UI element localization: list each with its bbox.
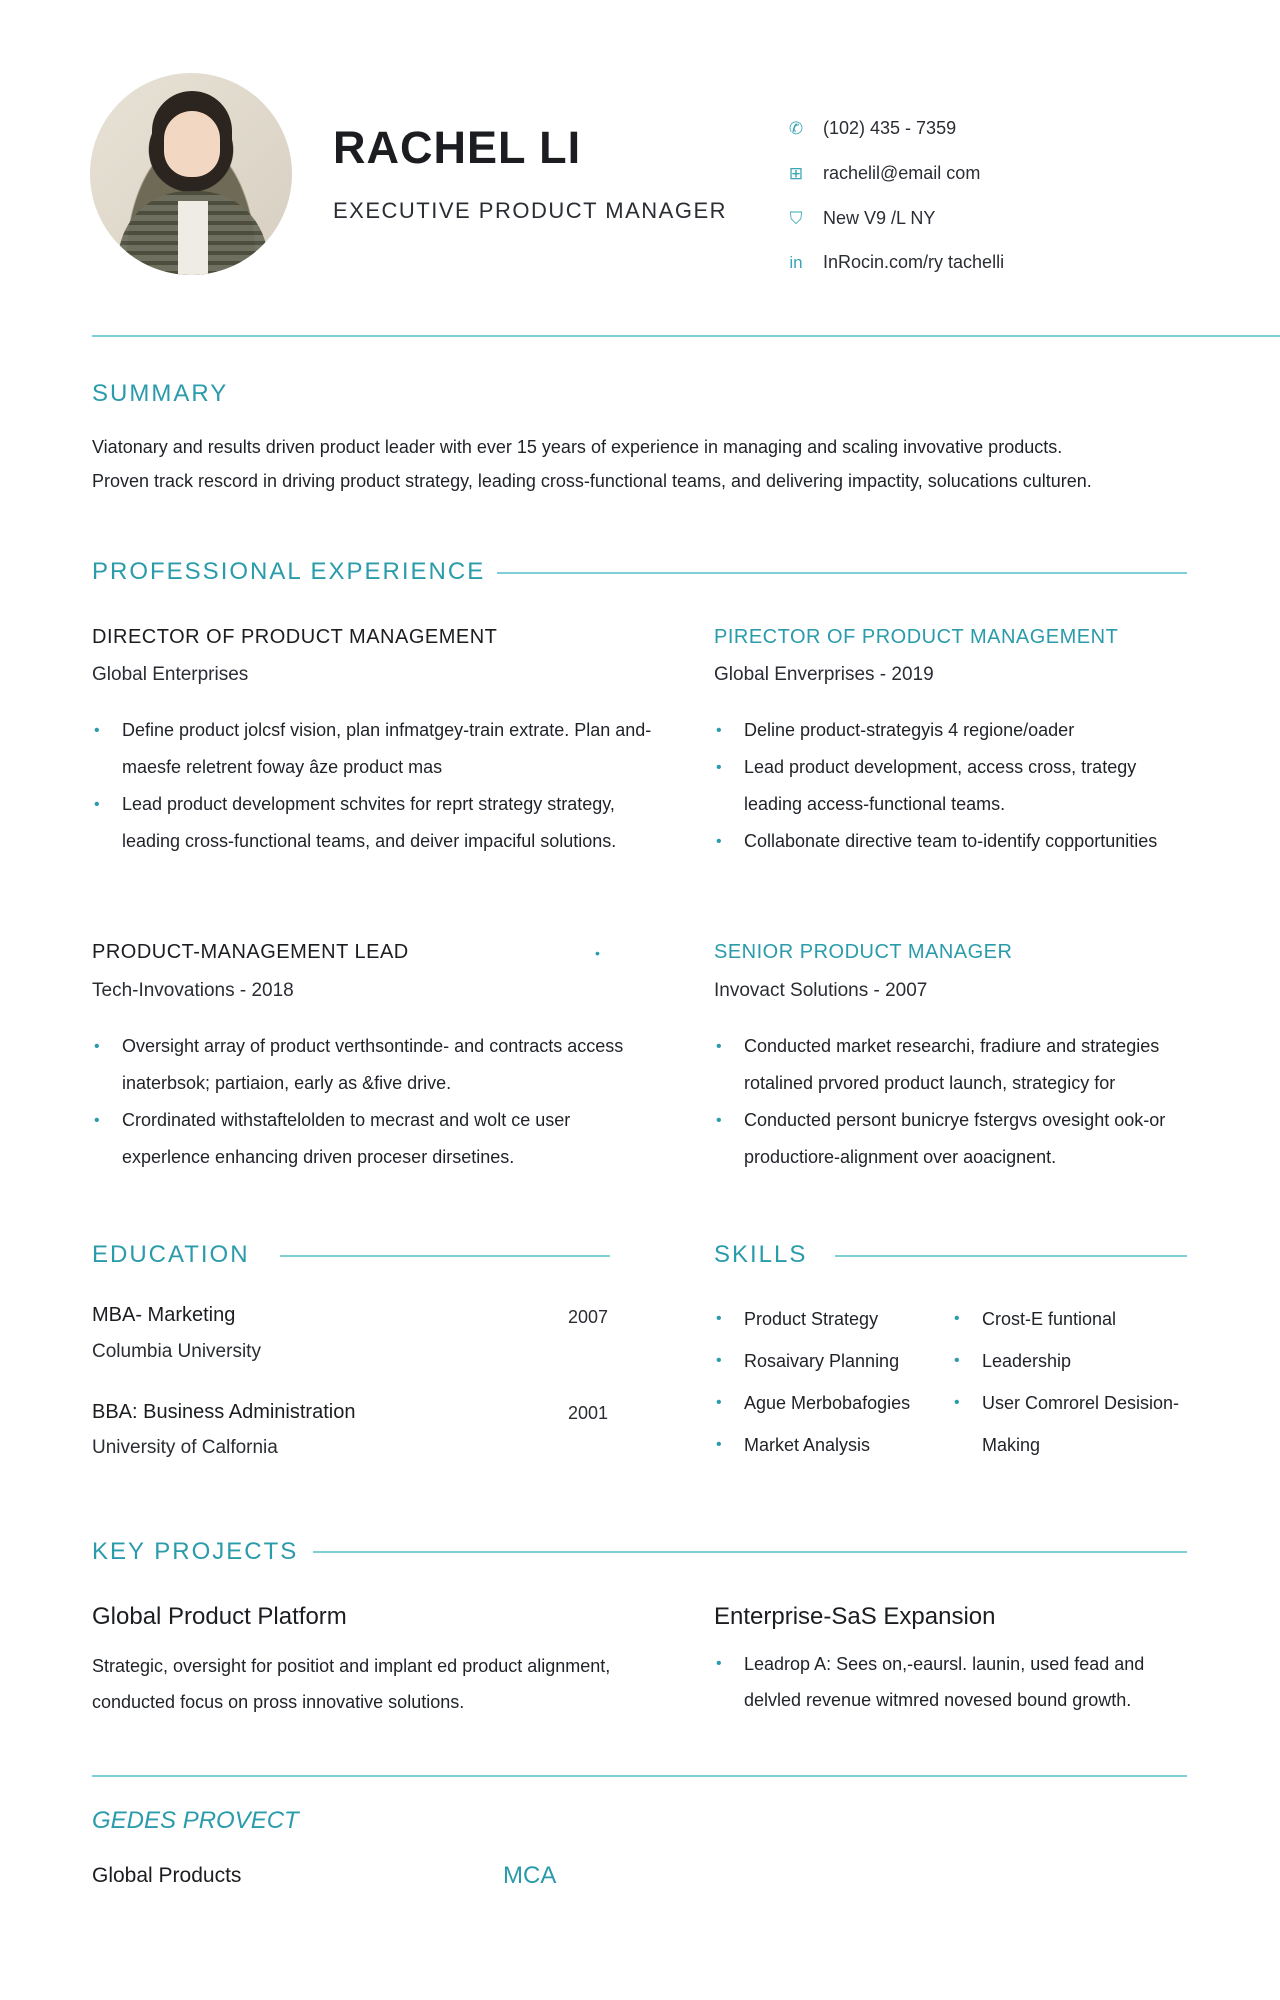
job-bullet: • Lead product development, access cross, trategy leading access-functional teams. [714,749,1194,823]
job-title: DIRECTOR OF PRODUCT MANAGEMENT [92,626,498,648]
skill-item: • User Comrorel Desision- Making [952,1382,1192,1466]
job-bullets [92,1028,652,1176]
education-degree: BBA: Business Administration [92,1401,356,1423]
skill-item: • Ague Merbobafogies [714,1382,944,1424]
contact-location-text: New V9 /L NY [823,208,936,228]
skills-list-1 [714,1298,944,1466]
contact-email-text: rachelil@email com [823,163,981,183]
skill-item: • Market Analysis [714,1424,944,1466]
job-company: Tech-Invovations - 2018 [92,980,294,1001]
job-title: SENIOR PRODUCT MANAGER [714,941,1013,963]
linkedin-icon: in [789,252,803,272]
contact-linkedin-text: InRocin.com/ry tachelli [823,252,1005,272]
header-divider [92,335,1280,337]
job-title: PIRECTOR OF PRODUCT MANAGEMENT [714,626,1119,648]
photo-face [164,111,220,177]
project-title: Enterprise-SaS Expansion [714,1603,996,1630]
contact-phone[interactable] [785,118,956,139]
location-icon: ⛉ [789,208,803,228]
bottom-heading: GEDES PROVECT [92,1807,299,1834]
education-degree: MBA- Marketing [92,1304,236,1326]
skills-list-2 [952,1298,1192,1466]
phone-icon: ✆ [788,118,804,138]
projects-divider [313,1551,1187,1553]
job-bullets [714,712,1194,860]
email-icon: ⊞ [788,163,804,183]
skill-item: • Rosaivary Planning [714,1340,944,1382]
job-bullet: • Oversight array of product verthsontinde- and contracts access inaterbsok; partiaion, early as &five drive. [92,1028,652,1102]
education-year: 2001 [568,1403,609,1423]
summary-line-2: Proven track rescord in driving product strategy, leading cross-functional teams, and delivering impactity, solucations culturen. [92,471,1092,491]
job-bullet: • Deline product-strategyis 4 regione/oader [714,712,1194,749]
skill-item: • Leadership [952,1340,1192,1382]
education-year: 2007 [568,1307,609,1327]
experience-heading: PROFESSIONAL EXPERIENCE [92,558,486,585]
job-bullets [92,712,652,860]
summary-text [92,430,1212,498]
job-bullet: • Conducted market researchi, fradiure and strategies rotalined prvored product launch, strategicy for [714,1028,1204,1102]
decorative-dot-icon: • [595,945,600,961]
education-divider [280,1255,610,1257]
education-school: University of Calfornia [92,1437,278,1458]
education-school: Columbia University [92,1341,261,1362]
contact-email[interactable] [785,163,980,184]
experience-divider [497,572,1187,574]
projects-heading: KEY PROJECTS [92,1538,299,1565]
skills-heading: SKILLS [714,1241,808,1268]
profile-photo [90,73,292,275]
job-bullet: • Crordinated withstaftelolden to mecrast and wolt ce user experlence enhancing driven proceser dirsetines. [92,1102,652,1176]
bottom-divider [92,1775,1187,1777]
job-company: Invovact Solutions - 2007 [714,980,928,1001]
job-bullet: • Conducted persont bunicrye fstergvs ovesight ook-or productiore-alignment over aoacignent. [714,1102,1204,1176]
job-title: PRODUCT-MANAGEMENT LEAD [92,941,409,963]
photo-shirt [178,201,208,275]
job-bullet: • Collabonate directive team to-identify copportunities [714,823,1194,860]
job-bullets [714,1028,1204,1176]
skills-divider [835,1255,1187,1257]
job-company: Global Enverprises - 2019 [714,664,934,685]
contact-location [785,208,935,229]
skill-item: • Product Strategy [714,1298,944,1340]
candidate-title: EXECUTIVE PRODUCT MANAGER [333,198,728,223]
job-company: Global Enterprises [92,664,249,685]
project-bullet: • Leadrop A: Sees on,-eaursl. launin, used fead and delvled revenue witmred novesed bound growth. [714,1646,1204,1718]
job-bullet: • Lead product development schvites for reprt strategy strategy, leading cross-functional teams, and deiver impaciful solutions. [92,786,652,860]
bottom-item: Global Products [92,1864,242,1887]
project-title: Global Product Platform [92,1603,347,1630]
education-heading: EDUCATION [92,1241,250,1268]
summary-line-1: Viatonary and results driven product leader with ever 15 years of experience in managing and scaling invovative products. [92,437,1063,457]
job-bullet: • Define product jolcsf vision, plan infmatgey-train extrate. Plan and-maesfe reletrent foway âze product mas [92,712,652,786]
contact-linkedin[interactable] [785,252,1004,273]
summary-heading: SUMMARY [92,380,229,407]
skill-item: • Crost-E funtional [952,1298,1192,1340]
project-bullets [714,1646,1204,1718]
bottom-tag: MCA [503,1862,557,1889]
contact-phone-text: (102) 435 - 7359 [823,118,957,138]
project-description: Strategic, oversight for positiot and implant ed product alignment, conducted focus on pross innovative solutions. [92,1656,611,1712]
candidate-name: RACHEL LI [333,122,582,173]
